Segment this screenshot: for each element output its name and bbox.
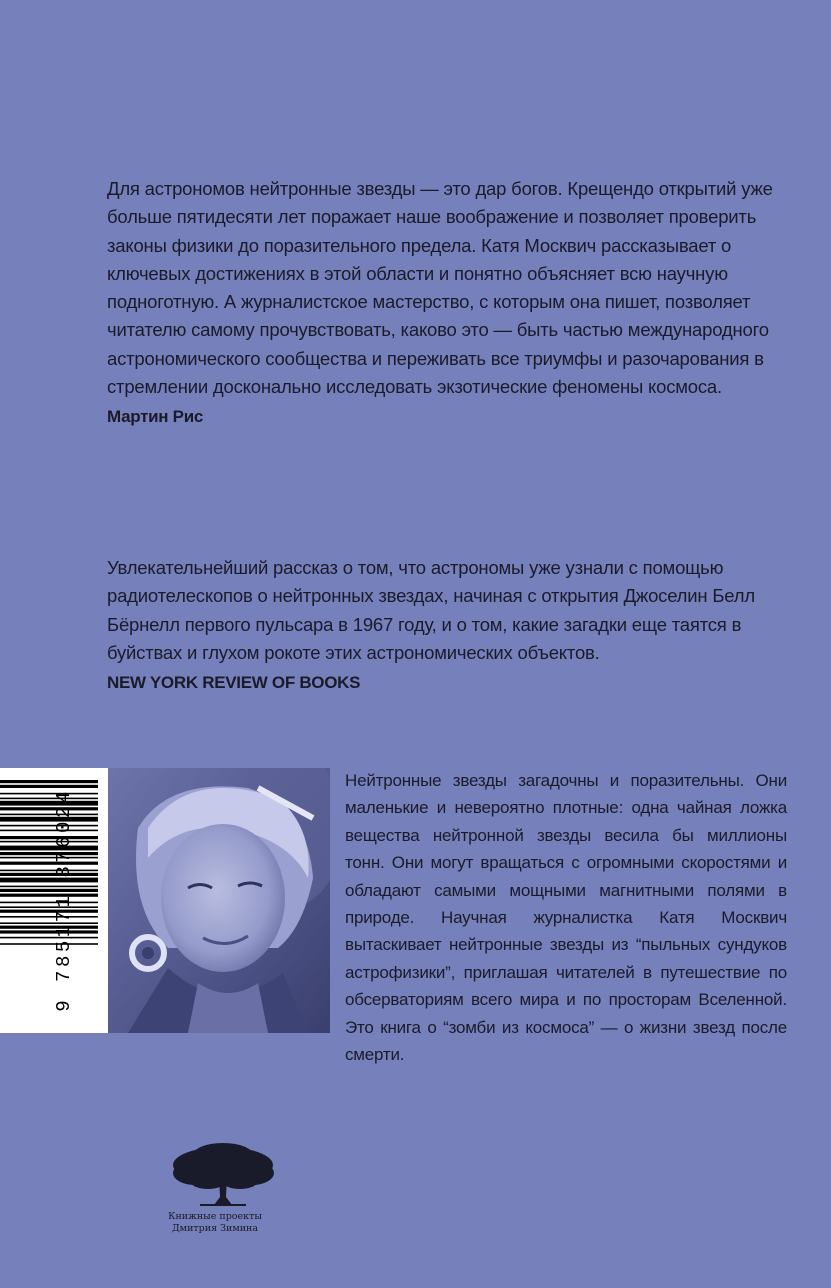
barcode-bar	[0, 814, 98, 816]
barcode-bar	[0, 943, 98, 945]
barcode-bar	[0, 922, 98, 924]
publisher-label	[150, 1211, 280, 1235]
barcode-bar	[0, 906, 98, 908]
barcode-bar	[0, 801, 98, 806]
barcode-bar	[0, 902, 98, 904]
quote-text: Увлекательнейший рассказ о том, что астрономы уже узнали с помощью радиотелескопов о нейтронных звездах, начиная с открытия Джоселин Белл Бёрнелл первого пульсара в 1967 году, и о том, какие загадки еще таятся в буйствах и глухом рокоте этих астрономических объектов.	[107, 557, 755, 663]
barcode-bar	[0, 894, 98, 897]
barcode-bar	[0, 852, 98, 855]
barcode-bar	[0, 817, 98, 822]
barcode-bar	[0, 926, 98, 929]
barcode-bar	[0, 930, 98, 933]
quote-author: Мартин Рис	[107, 407, 203, 427]
quote-nyrb	[107, 554, 787, 697]
barcode-bar	[0, 889, 98, 892]
barcode-bar	[0, 798, 98, 800]
author-photo	[108, 768, 330, 1033]
barcode-bar	[0, 878, 98, 883]
barcode-bar	[0, 830, 98, 832]
publisher-line1: Книжные проекты	[168, 1211, 262, 1222]
barcode	[0, 768, 108, 1033]
barcode-bar	[0, 857, 98, 859]
barcode-bar	[0, 807, 98, 810]
barcode-bar	[0, 793, 98, 795]
barcode-bar	[0, 836, 98, 839]
barcode-bar	[0, 862, 98, 865]
quote-author: NEW YORK REVIEW OF BOOKS	[107, 673, 361, 693]
barcode-bar	[0, 937, 98, 939]
barcode-bar	[0, 785, 98, 788]
quote-text: Для астрономов нейтронные звезды — это дар богов. Крещендо открытий уже больше пятидесяти лет поражает наше воображение и позволяет проверить законы физики до поразительного предела. Катя Москвич рассказывает о ключевых достижениях в этой области и понятно объясняет всю научную подноготную. А журналистское мастерство, с которым она пишет, позволяет читателю самому прочувствовать, каково это — быть частью международного астрономического сообщества и переживать все триумфы и разочарования в стремлении досконально исследовать экзотические феномены космоса.	[107, 178, 773, 398]
barcode-bar	[0, 825, 98, 827]
quote-martin-rees	[107, 175, 787, 432]
barcode-bar	[0, 873, 98, 876]
barcode-bar	[0, 780, 98, 783]
barcode-bar	[0, 870, 98, 872]
isbn-number: 9 785171 376024	[53, 788, 75, 1012]
description-text: Нейтронные звезды загадочны и поразительны. Они маленькие и невероятно плотные: одна чайная ложка вещества нейтронной звезды весила бы миллионы тонн. Они могут вращаться с огромными скоростями и обладают самыми мощными магнитными полями в природе. Научная журналистка Катя Москвич вытаскивает нейтронные звезды из “пыльных сундуков астрофизики”, приглашая читателей в путешествие по обсерваториям всего мира и по просторам Вселенной. Это книга о “зомби из космоса” — о жизни звезд после смерти.	[345, 771, 787, 1065]
book-description	[345, 767, 787, 1068]
barcode-bar	[0, 916, 98, 918]
barcode-bar	[0, 910, 98, 913]
barcode-bar	[0, 846, 98, 851]
barcode-bar	[0, 841, 98, 843]
publisher-line2: Дмитрия Зимина	[171, 1223, 259, 1234]
barcode-bar	[0, 886, 98, 888]
